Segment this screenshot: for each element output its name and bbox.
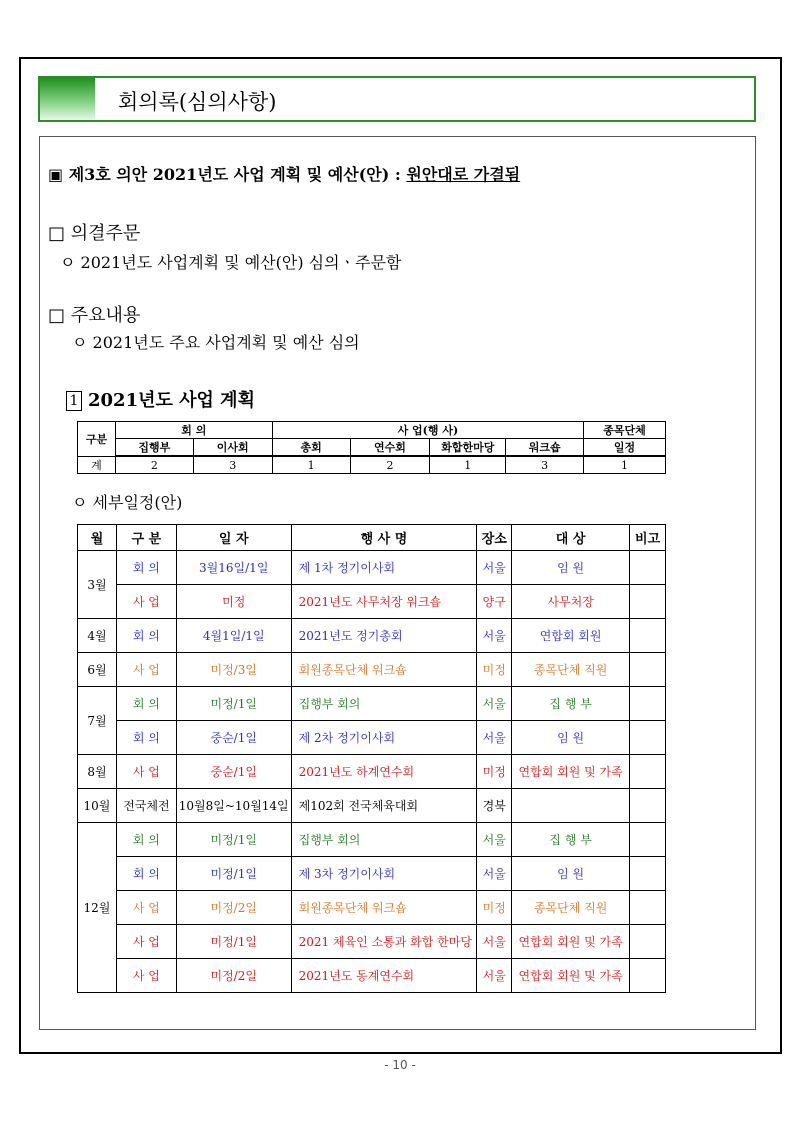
schedule-event-cell: 제 2차 정기이사회	[291, 721, 477, 755]
schedule-type-cell: 회 의	[116, 721, 176, 755]
schedule-date-cell: 미정/2일	[176, 959, 291, 993]
schedule-target-cell: 집 행 부	[512, 823, 630, 857]
schedule-row	[78, 891, 666, 925]
section-title-main: □ 주요내용	[48, 305, 141, 326]
schedule-place-cell: 서울	[477, 721, 512, 755]
schedule-row	[78, 551, 666, 585]
schedule-date-cell: 미정/3일	[176, 653, 291, 687]
schedule-header-row	[78, 525, 666, 551]
schedule-target-cell: 사무처장	[512, 585, 630, 619]
schedule-month-cell: 3월	[78, 551, 117, 619]
schedule-event-cell: 회원종목단체 워크숍	[291, 653, 477, 687]
schedule-place-cell: 미정	[477, 755, 512, 789]
schedule-note-cell	[630, 653, 666, 687]
schedule-date-cell: 3월16일/1일	[176, 551, 291, 585]
schedule-event-cell: 제102회 전국체육대회	[291, 789, 477, 823]
summary-total-cell: 1	[430, 456, 506, 474]
summary-group-schedule: 종목단체	[584, 422, 666, 439]
schedule-type-cell: 사 업	[116, 925, 176, 959]
detail-title: ㅇ 세부일정(안)	[72, 493, 183, 512]
page-number: - 10 -	[384, 1058, 416, 1072]
plan-title: 2021년도 사업 계획	[88, 390, 255, 411]
schedule-type-cell: 전국체전	[116, 789, 176, 823]
summary-col-header: 총회	[272, 439, 350, 457]
schedule-date-cell: 미정/1일	[176, 857, 291, 891]
schedule-note-cell	[630, 925, 666, 959]
page-title: 회의록(심의사항)	[118, 90, 277, 114]
section-title-resolution: □ 의결주문	[48, 223, 141, 244]
summary-total-cell: 1	[272, 456, 350, 474]
schedule-date-cell: 미정/2일	[176, 891, 291, 925]
schedule-header-month: 월	[78, 525, 117, 551]
plan-number: 1	[66, 391, 82, 411]
schedule-note-cell	[630, 619, 666, 653]
schedule-event-cell: 제 1차 정기이사회	[291, 551, 477, 585]
schedule-header-target: 대 상	[512, 525, 630, 551]
schedule-place-cell: 미정	[477, 891, 512, 925]
schedule-target-cell: 종목단체 직원	[512, 653, 630, 687]
section-header	[38, 76, 756, 122]
schedule-date-cell: 중순/1일	[176, 721, 291, 755]
schedule-type-cell: 사 업	[116, 653, 176, 687]
schedule-date-cell: 중순/1일	[176, 755, 291, 789]
schedule-type-cell: 회 의	[116, 619, 176, 653]
schedule-month-cell: 10월	[78, 789, 117, 823]
schedule-place-cell: 서울	[477, 857, 512, 891]
schedule-event-cell: 집행부 회의	[291, 823, 477, 857]
schedule-event-cell: 집행부 회의	[291, 687, 477, 721]
schedule-header-event: 행 사 명	[291, 525, 477, 551]
schedule-row	[78, 959, 666, 993]
summary-col-header: 이사회	[193, 439, 272, 457]
summary-total-cell: 1	[584, 456, 666, 474]
schedule-row	[78, 721, 666, 755]
summary-col-header: 일정	[584, 439, 666, 457]
schedule-note-cell	[630, 823, 666, 857]
schedule-date-cell: 미정/1일	[176, 687, 291, 721]
schedule-target-cell: 연합회 회원 및 가족	[512, 925, 630, 959]
schedule-row	[78, 755, 666, 789]
schedule-row	[78, 857, 666, 891]
schedule-event-cell: 회원종목단체 워크숍	[291, 891, 477, 925]
schedule-date-cell: 미정/1일	[176, 823, 291, 857]
schedule-date-cell: 미정	[176, 585, 291, 619]
schedule-note-cell	[630, 857, 666, 891]
schedule-note-cell	[630, 755, 666, 789]
schedule-month-cell: 12월	[78, 823, 117, 993]
schedule-place-cell: 서울	[477, 619, 512, 653]
summary-table	[77, 421, 666, 474]
schedule-note-cell	[630, 551, 666, 585]
schedule-note-cell	[630, 687, 666, 721]
schedule-type-cell: 사 업	[116, 959, 176, 993]
schedule-month-cell: 7월	[78, 687, 117, 755]
summary-total-cell: 3	[506, 456, 584, 474]
schedule-type-cell: 회 의	[116, 687, 176, 721]
summary-col-header: 집행부	[115, 439, 193, 457]
schedule-place-cell: 서울	[477, 687, 512, 721]
schedule-event-cell: 2021년도 하계연수회	[291, 755, 477, 789]
schedule-month-cell: 6월	[78, 653, 117, 687]
schedule-place-cell: 서울	[477, 925, 512, 959]
schedule-place-cell: 서울	[477, 959, 512, 993]
schedule-target-cell: 연합회 회원 및 가족	[512, 755, 630, 789]
schedule-row	[78, 585, 666, 619]
schedule-target-cell: 집 행 부	[512, 687, 630, 721]
schedule-month-cell: 4월	[78, 619, 117, 653]
schedule-date-cell: 4월1일/1일	[176, 619, 291, 653]
schedule-type-cell: 회 의	[116, 823, 176, 857]
schedule-header-type: 구 분	[116, 525, 176, 551]
schedule-note-cell	[630, 585, 666, 619]
summary-total-cell: 2	[350, 456, 430, 474]
schedule-row	[78, 653, 666, 687]
schedule-event-cell: 2021년도 사무처장 워크숍	[291, 585, 477, 619]
schedule-row	[78, 687, 666, 721]
schedule-event-cell: 2021년도 동계연수회	[291, 959, 477, 993]
schedule-target-cell	[512, 789, 630, 823]
schedule-note-cell	[630, 959, 666, 993]
schedule-target-cell: 종목단체 직원	[512, 891, 630, 925]
schedule-place-cell: 미정	[477, 653, 512, 687]
section-item-main: ㅇ 2021년도 주요 사업계획 및 예산 심의	[72, 333, 360, 352]
schedule-note-cell	[630, 721, 666, 755]
schedule-place-cell: 서울	[477, 823, 512, 857]
schedule-target-cell: 임 원	[512, 721, 630, 755]
schedule-note-cell	[630, 789, 666, 823]
schedule-place-cell: 서울	[477, 551, 512, 585]
schedule-type-cell: 사 업	[116, 891, 176, 925]
schedule-place-cell: 경북	[477, 789, 512, 823]
summary-col-header: 워크숍	[506, 439, 584, 457]
summary-total-cell: 2	[115, 456, 193, 474]
schedule-date-cell: 10월8일~10월14일	[176, 789, 291, 823]
schedule-row	[78, 789, 666, 823]
header-accent-bar	[40, 78, 95, 120]
schedule-date-cell: 미정/1일	[176, 925, 291, 959]
schedule-target-cell: 임 원	[512, 857, 630, 891]
resolution-result: 원안대로 가결됨	[406, 165, 521, 184]
schedule-event-cell: 2021년도 정기총회	[291, 619, 477, 653]
plan-heading	[66, 386, 255, 412]
summary-group-business: 사 업(행 사)	[272, 422, 583, 439]
summary-col-header: 연수회	[350, 439, 430, 457]
summary-col-header: 화합한마당	[430, 439, 506, 457]
schedule-place-cell: 양구	[477, 585, 512, 619]
schedule-row	[78, 823, 666, 857]
resolution-statement	[48, 162, 520, 185]
schedule-type-cell: 사 업	[116, 585, 176, 619]
schedule-target-cell: 임 원	[512, 551, 630, 585]
schedule-row	[78, 925, 666, 959]
schedule-target-cell: 연합회 회원	[512, 619, 630, 653]
schedule-header-date: 일 자	[176, 525, 291, 551]
schedule-header-place: 장소	[477, 525, 512, 551]
schedule-type-cell: 회 의	[116, 551, 176, 585]
schedule-event-cell: 제 3차 정기이사회	[291, 857, 477, 891]
section-item-resolution: ㅇ 2021년도 사업계획 및 예산(안) 심의ㆍ주문함	[60, 253, 402, 272]
summary-total-label: 계	[78, 456, 116, 474]
schedule-type-cell: 사 업	[116, 755, 176, 789]
summary-total-cell: 3	[193, 456, 272, 474]
schedule-target-cell: 연합회 회원 및 가족	[512, 959, 630, 993]
schedule-month-cell: 8월	[78, 755, 117, 789]
schedule-type-cell: 회 의	[116, 857, 176, 891]
summary-row-label: 구분	[78, 422, 116, 457]
schedule-header-note: 비고	[630, 525, 666, 551]
summary-group-meeting: 회 의	[115, 422, 272, 439]
resolution-prefix: ▣ 제3호 의안 2021년도 사업 계획 및 예산(안) :	[48, 165, 407, 184]
schedule-row	[78, 619, 666, 653]
schedule-event-cell: 2021 체육인 소통과 화합 한마당	[291, 925, 477, 959]
schedule-note-cell	[630, 891, 666, 925]
schedule-table	[77, 524, 666, 993]
schedule-body	[78, 525, 666, 993]
